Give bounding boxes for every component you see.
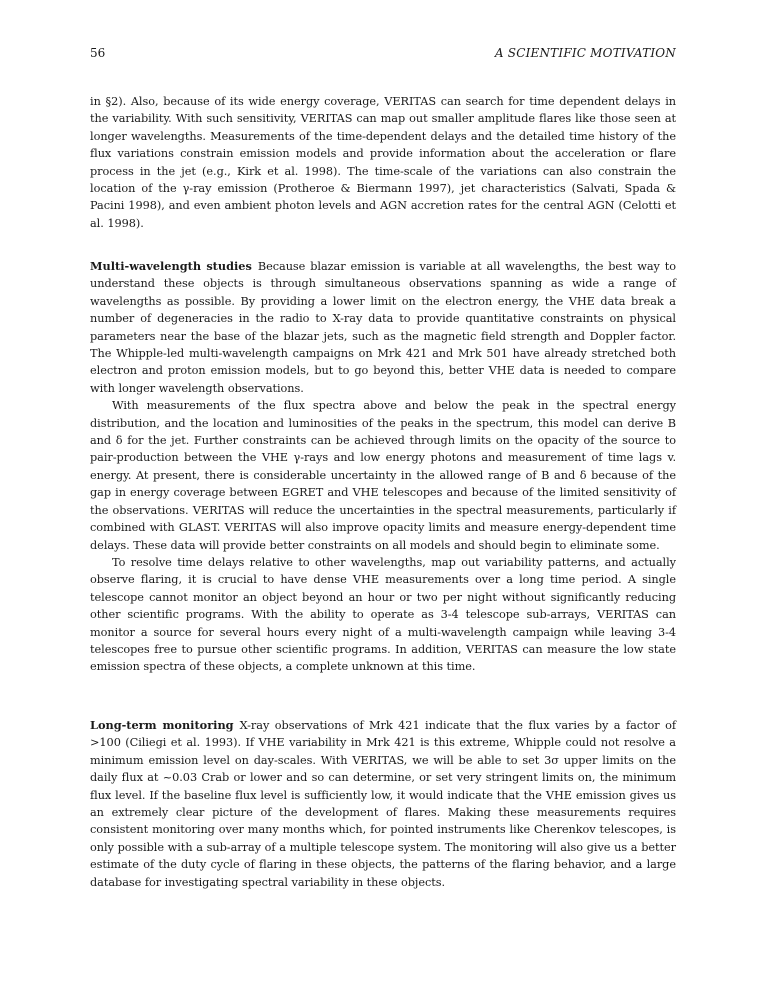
- multiwavelength-heading: Multi-wavelength studies: [90, 259, 252, 273]
- longterm-paragraph-1-text: X-ray observations of Mrk 421 indicate that the flux varies by a factor of >100 (Ciliegi et al. 1993). If VHE variability in Mrk 421 is this extreme, Whipple could not resolve a minimum emission level on day-scales. With VERITAS, we will be able to set 3σ upper limits on the daily flux at ~0.03 Crab or lower and so can determine, or set very stringent limits on, the minimum flux level. If the baseline flux level is sufficiently low, it would indicate that the VHE emission gives us an extremely clear picture of the development of flares. Making these measurements requires consistent monitoring over many months which, for pointed instruments like Cherenkov telescopes, is only possible with a sub-array of a multiple telescope system. The monitoring will also give us a better estimate of the duty cycle of flaring in these objects, the patterns of the flaring behavior, and a large database for investigating spectral variability in these objects.: [90, 719, 677, 889]
- longterm-heading: Long-term monitoring: [90, 718, 234, 732]
- intro-paragraph: in §2). Also, because of its wide energy coverage, VERITAS can search for time dependent delays in the variability. With such sensitivity, VERITAS can map out smaller amplitude flares like those seen at longer wavelengths. Measurements of the time-dependent delays and the detailed time history of the flux variations constrain emission models and provide information about the acceleration or flare process in the jet (e.g., Kirk et al. 1998). The time-scale of the variations can also constrain the location of the γ-ray emission (Protheroe & Biermann 1997), jet characteristics (Salvati, Spada & Pacini 1998), and even ambient photon levels and AGN accretion rates for the central AGN (Celotti et al. 1998).: [90, 95, 676, 230]
- running-head: A SCIENTIFIC MOTIVATION: [494, 46, 676, 60]
- multiwavelength-section: [90, 258, 676, 676]
- multiwavelength-paragraph-3: To resolve time delays relative to other wavelengths, map out variability patterns, and actually observe flaring, it is crucial to have dense VHE measurements over a long time period. A single telescope cannot monitor an object beyond an hour or two per night without significantly reducing other scientific programs. With the ability to operate as 3-4 telescope sub-arrays, VERITAS can monitor a source for several hours every night of a multi-wavelength campaign while leaving 3-4 telescopes free to pursue other scientific programs. In addition, VERITAS can measure the low state emission spectra of these objects, a complete unknown at this time.: [90, 555, 676, 674]
- multiwavelength-paragraph-1-text: Because blazar emission is variable at all wavelengths, the best way to understand these objects is through simultaneous observations spanning as wide a range of wavelengths as possible. By providing a lower limit on the electron energy, the VHE data break a number of degeneracies in the radio to X-ray data to provide quantitative constraints on physical parameters near the base of the blazar jets, such as the magnetic field strength and Doppler factor. The Whipple-led multi-wavelength campaigns on Mrk 421 and Mrk 501 have already stretched both electron and proton emission models, but to go beyond this, better VHE data is needed to compare with longer wavelength observations.: [90, 260, 676, 395]
- multiwavelength-paragraph-2: With measurements of the flux spectra above and below the peak in the spectral energy distribution, and the location and luminosities of the peaks in the spectrum, this model can derive B and δ for the jet. Further constraints can be achieved through limits on the opacity of the source to pair-production between the VHE γ-rays and low energy photons and measurement of time lags v. energy. At present, there is considerable uncertainty in the allowed range of B and δ because of the gap in energy coverage between EGRET and VHE telescopes and because of the limited sensitivity of the observations. VERITAS will reduce the uncertainties in the spectral measurements, particularly if combined with GLAST. VERITAS will also improve opacity limits and measure energy-dependent time delays. These data will provide better constraints on all models and should begin to eliminate some.: [90, 399, 676, 552]
- page-header: [90, 46, 676, 64]
- intro-section: [90, 93, 676, 232]
- longterm-section: [90, 717, 676, 891]
- longterm-paragraph-1: [90, 717, 676, 891]
- page-number: 56: [90, 46, 106, 60]
- multiwavelength-paragraph-1: [90, 258, 676, 397]
